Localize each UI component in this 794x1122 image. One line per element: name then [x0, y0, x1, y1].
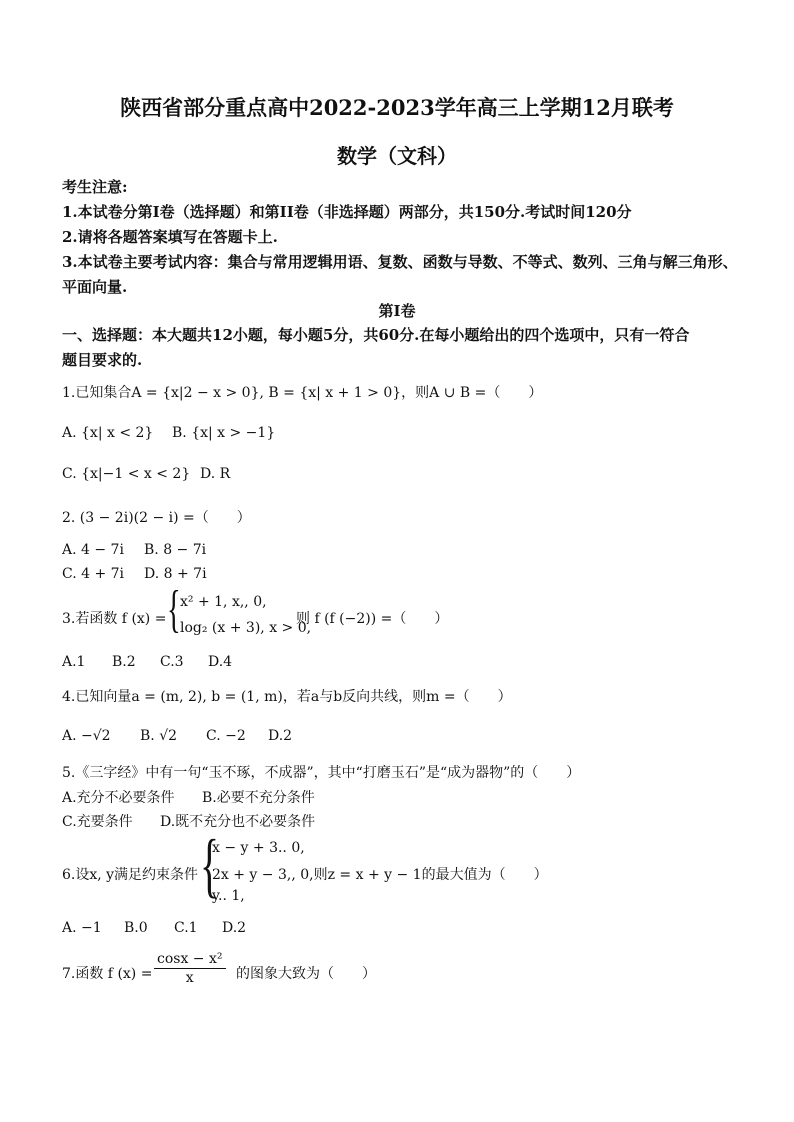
question-4-stem: 4.已知向量a = (m, 2), b = (1, m)，若a与b反向共线，则m =（ ）: [62, 689, 512, 705]
question-6-constraint-2: 2x + y − 3,, 0,则z = x + y − 1的最大值为（ ）: [212, 867, 548, 883]
question-4-option-d: D.2: [268, 728, 293, 744]
constraint-brace: {: [200, 825, 220, 905]
notice-item-1: 1.本试卷分第I卷（选择题）和第II卷（非选择题）两部分，共150分.考试时间120分: [62, 203, 632, 221]
question-3-case-1: x² + 1, x,, 0,: [180, 594, 267, 610]
section-instructions-line-1: 一、选择题：本大题共12小题，每小题5分，共60分.在每小题给出的四个选项中，只有一符合: [62, 326, 690, 344]
question-3-option-b: B.2: [112, 654, 136, 670]
question-7-suffix: 的图象大致为（ ）: [236, 966, 376, 982]
question-1-option-c: C. {x|−1 < x < 2}: [62, 466, 191, 482]
notice-item-2: 2.请将各题答案填写在答题卡上.: [62, 228, 278, 246]
question-3-suffix: 则 f (f (−2)) =（ ）: [296, 611, 449, 627]
section-instructions-line-2: 题目要求的.: [62, 351, 143, 369]
question-5-option-d: D.既不充分也不必要条件: [160, 814, 316, 830]
question-7-fraction: [154, 950, 226, 987]
question-1-option-b: B. {x| x > −1}: [172, 425, 276, 441]
notice-item-3: 3.本试卷主要考试内容：集合与常用逻辑用语、复数、函数与导数、不等式、数列、三角与解三角形、: [62, 253, 738, 271]
question-7-denominator: x: [185, 970, 194, 986]
question-3-option-d: D.4: [208, 654, 233, 670]
piecewise-brace: {: [167, 581, 181, 638]
question-1-option-a: A. {x| x < 2}: [62, 425, 154, 441]
question-3-option-a: A.1: [62, 654, 86, 670]
question-2-stem: 2. (3 − 2i)(2 − i) =（ ）: [62, 510, 251, 526]
question-5-option-a: A.充分不必要条件: [62, 790, 175, 806]
question-5-option-c: C.充要条件: [62, 814, 133, 830]
question-7-prefix: 7.函数 f (x) =: [62, 966, 153, 982]
question-7-numerator: cosx − x²: [154, 950, 226, 969]
question-6-constraint-1: x − y + 3.. 0,: [212, 840, 305, 856]
question-5-stem: 5.《三字经》中有一句“玉不琢，不成器”，其中“打磨玉石”是“成为器物”的（ ）: [62, 765, 581, 781]
question-2-option-d: D. 8 + 7i: [144, 566, 207, 582]
question-6-option-d: D.2: [222, 920, 247, 936]
notice-heading: 考生注意:: [62, 178, 128, 196]
question-6-constraint-3: y.. 1,: [212, 888, 245, 904]
question-6-option-a: A. −1: [62, 920, 102, 936]
question-6-option-c: C.1: [174, 920, 198, 936]
exam-subtitle: 数学（文科）: [337, 144, 457, 168]
exam-title: 陕西省部分重点高中2022-2023学年高三上学期12月联考: [120, 95, 674, 120]
notice-item-4: 平面向量.: [62, 278, 128, 296]
question-6-prefix: 6.设x, y满足约束条件: [62, 867, 199, 883]
question-2-option-a: A. 4 − 7i: [62, 542, 124, 558]
question-1-stem: 1.已知集合A = {x|2 − x > 0}, B = {x| x + 1 > 0}，则A ∪ B =（ ）: [62, 385, 543, 401]
question-1-option-d: D. R: [200, 466, 231, 482]
question-3-prefix: 3.若函数 f (x) =: [62, 611, 167, 627]
question-6-option-b: B.0: [124, 920, 148, 936]
question-4-option-c: C. −2: [206, 728, 246, 744]
question-5-option-b: B.必要不充分条件: [202, 790, 315, 806]
question-3-case-2: log₂ (x + 3), x > 0,: [180, 620, 312, 636]
part-one-heading: 第I卷: [378, 302, 416, 320]
question-2-option-c: C. 4 + 7i: [62, 566, 125, 582]
question-4-option-b: B. √2: [140, 728, 178, 744]
question-2-option-b: B. 8 − 7i: [144, 542, 207, 558]
question-4-option-a: A. −√2: [62, 728, 111, 744]
question-3-option-c: C.3: [160, 654, 184, 670]
